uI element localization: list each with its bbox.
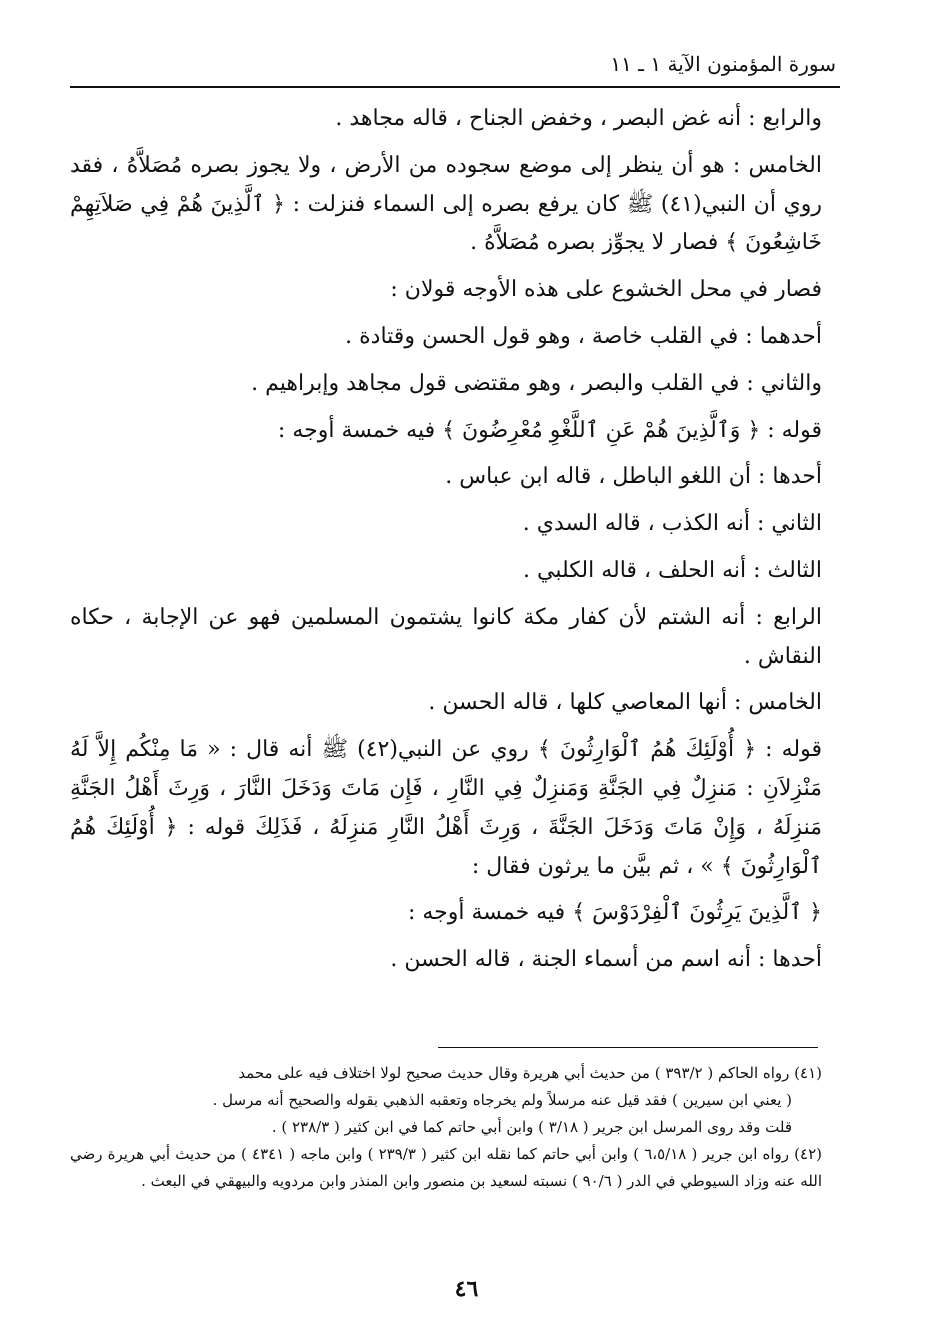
paragraph: الثاني : أنه الكذب ، قاله السدي . [522, 511, 822, 537]
paragraph: والثاني : في القلب والبصر ، وهو مقتضى قول مجاهد وإبراهيم . [251, 370, 822, 396]
paragraph: والرابع : أنه غض البصر ، وخفض الجناح ، قاله مجاهد . [335, 106, 822, 131]
page-number: ٤٦ [454, 1276, 479, 1302]
footnote-42: (٤٢) رواه ابن جرير ( ٦،٥/١٨ ) وابن أبي حاتم كما نقله ابن كثير ( ٢٣٩/٣ ) وابن ماجه ( ٤٣٤١ ) من حديث أبي هريرة رضي الله عنه وزاد السيوطي في الدر ( ٩٠/٦ ) نسبته لسعيد بن منصور وابن المنذر وابن مردويه والبيهقي في البعث . [70, 1145, 823, 1190]
footnote-41: (٤١) رواه الحاكم ( ٣٩٣/٢ ) من حديث أبي هريرة وقال حديث صحيح لولا اختلاف فيه على محمد [238, 1064, 822, 1082]
footnotes [70, 1060, 822, 1195]
surah-title: سورة المؤمنون الآية ١ ـ ١١ [610, 52, 836, 76]
paragraph: الثالث : أنه الحلف ، قاله الكلبي . [523, 557, 822, 583]
paragraph: أحدها : أنه اسم من أسماء الجنة ، قاله الحسن . [390, 947, 822, 973]
paragraph: الخامس : أنها المعاصي كلها ، قاله الحسن . [428, 690, 822, 716]
paragraph: الخامس : هو أن ينظر إلى موضع سجوده من الأرض ، ولا يجوز بصره مُصَلاَّهُ ، فقد روي أن النبي(٤١) ﷺ كان يرفع بصره إلى السماء فنزلت : ﴿ ٱلَّذِينَ هُمْ فِي صَلاَتِهِمْ خَاشِعُونَ ﴾ فصار لا يجوِّز بصره مُصَلاَّهُ . [70, 152, 822, 256]
paragraph: فصار في محل الخشوع على هذه الأوجه قولان : [390, 277, 822, 303]
paragraph: أحدهما : في القلب خاصة ، وهو قول الحسن وقتادة . [345, 323, 822, 349]
paragraph: قوله : ﴿ أُوْلَئِكَ هُمُ ٱلْوَارِثُونَ ﴾ روي عن النبي(٤٢) ﷺ أنه قال : « مَا مِنْكُم إِلاَّ لَهُ مَنْزِلاَنِ : مَنزِلٌ فِي الجَنَّةِ وَمَنزِلٌ فِي النَّارِ ، فَإِن مَاتَ وَدَخَلَ النَّارَ ، وَرِثَ أَهْلُ الجَنَّةِ مَنزِلَهُ ، وَإِنْ مَاتَ وَدَخَلَ الجَنَّةَ ، وَرِثَ أَهْلُ النَّارِ مَنزِلَهُ ، فَذَلِكَ قوله : ﴿ أُوْلَئِكَ هُمُ ٱلْوَارِثُونَ ﴾ » ، ثم بيَّن ما يرثون فقال : [70, 737, 823, 879]
paragraph: ﴿ ٱلَّذِينَ يَرِثُونَ ٱلْفِرْدَوْسَ ﴾ فيه خمسة أوجه : [407, 900, 822, 926]
footnote-41-note: قلت وقد روى المرسل ابن جرير ( ٣/١٨ ) وابن أبي حاتم كما في ابن كثير ( ٢٣٨/٣ ) . [271, 1118, 792, 1136]
main-text [70, 100, 822, 988]
running-header [70, 46, 840, 88]
paragraph: الرابع : أنه الشتم لأن كفار مكة كانوا يشتمون المسلمين فهو عن الإجابة ، حكاه النقاش . [70, 604, 822, 669]
paragraph: أحدها : أن اللغو الباطل ، قاله ابن عباس . [445, 464, 822, 490]
footnote-41-continued: ( يعني ابن سيرين ) فقد قيل عنه مرسلاً ولم يخرجاه وتعقبه الذهبي بقوله والصحيح أنه مرسل . [212, 1091, 792, 1109]
footnote-separator [438, 1047, 818, 1048]
paragraph: قوله : ﴿ وَٱلَّذِينَ هُمْ عَنِ ٱللَّغْوِ مُعْرِضُونَ ﴾ فيه خمسة أوجه : [277, 417, 822, 443]
